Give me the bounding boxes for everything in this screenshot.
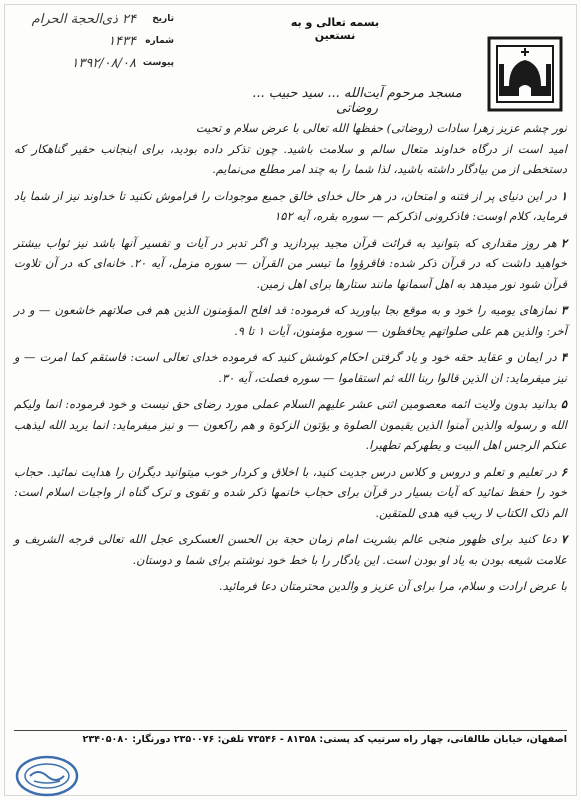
number-row	[14, 30, 174, 52]
list-item: ۶در تعلیم و تعلم و دروس و کلاس درس جدیت کنید، با اخلاق و کردار خوب میتوانید دیگران را هدایت نمائید. حجاب خود را حفظ نمائید که آیات بسیار در قرآن برای حجاب خانمها ذکر شده و تقوی و ترک گناه از واجبات اسلام است: الم ذلک الکتاب لا ریب فیه هدی للمتقین.	[14, 464, 567, 520]
greeting-line: نور چشم عزیز زهرا سادات (روضاتی) حفظها الله تعالی با عرض سلام و تحیت	[195, 121, 567, 135]
list-item: ۳نمازهای یومیه را خود و به موقع بجا بیاورید که فرموده: قد افلح المؤمنون الذین هم فی صلاتهم خاشعون — و در آخر: والذین هم علی صلواتهم یحافظون — سوره مؤمنون، آیات ۱ تا ۹.	[14, 303, 567, 338]
list-item: ۲هر روز مقداری که بتوانید به قرائت قرآن مجید بپردازید و اگر تدبر در آیات و تفسیر آنها باشد نیز ثواب بیشتر خواهید داشت که در قرآن ذکر شده: فاقرؤوا ما تیسر من القرآن — سوره مزمل، آیه ۲۰. خانه‌ای که در آن تلاوت قرآن شود نور میدهد به اهل آسمانها مانند ستارها برای اهل زمین.	[14, 235, 567, 291]
date-label: تاریخ	[152, 14, 174, 24]
list-item: ۷دعا کنید برای ظهور منجی عالم بشریت امام زمان حجة بن الحسن العسکری عجل الله تعالی فرجه الشریف و علامت شیعه بودن به یاد او بودن است. این یادگار را با خط خود نوشتم برای شما و دوستان.	[14, 532, 567, 567]
mosque-title: مسجد مرحوم آیت‌الله ... سید حبیب ... روضاتی	[252, 86, 462, 116]
list-item: ۱در این دنیای پر از فتنه و امتحان، در هر حال خدای خالق جمیع موجودات را فراموش نکنید تا خداوند نیز از شما یاد فرماید، کلام اوست: فاذکرونی اذکرکم — سوره بقره، آیه ۱۵۲	[14, 188, 567, 223]
letter-body	[14, 118, 567, 706]
reference-block	[14, 8, 174, 74]
attachment-value: ۱۳۹۲/۰۸/۰۸	[71, 55, 136, 71]
intro-paragraph: امید است از درگاه خداوند متعال سالم و سلامت باشید. چون تذکر داده بودید، برای اینجانب حقیر گناهکار که دستخطی از من بیادگار داشته باشید، لذا شما را به چند امر مطلع می‌نمایم.	[14, 141, 567, 176]
list-item: ۴در ایمان و عقاید حقه خود و یاد گرفتن احکام کوشش کنید که فرموده خدای تعالی است: فاستقم کما امرت — و نیز میفرماید: ان الذین قالوا ربنا الله ثم استقاموا — سوره فصلت، آیه ۳۰.	[14, 350, 567, 385]
letterhead	[0, 0, 581, 118]
attachment-row	[14, 52, 174, 74]
letterhead-footer	[0, 708, 581, 800]
closing-line: با عرض ارادت و سلام، مرا برای آن عزیز و والدین محترمتان دعا فرمائید.	[218, 579, 567, 593]
mosque-logo-icon	[485, 34, 565, 114]
footer-divider	[14, 730, 567, 731]
number-label: شماره	[145, 36, 174, 46]
address-line: اصفهان، خیابان طالقانی، چهار راه سرتیپ کد پستی: ۸۱۳۵۸ - ۷۳۵۴۶ تلفن: ۲۳۵۰۰۷۶ دورنگار: ۲۳۴۰۵۰۸۰	[82, 734, 567, 745]
number-value: ۱۴۳۴	[108, 33, 136, 49]
list-item: ۵بدانید بدون ولایت ائمه معصومین اثنی عشر علیهم السلام عملی مورد رضای حق نیست و خود فرموده: انما ولیکم الله و رسوله والذین آمنوا الذین یقیمون الصلوة و یؤتون الزکوة و هم راکعون — و نیز میفرماید: انما یرید الله لیذهب عنکم الرجس اهل البیت و یطهرکم تطهیرا.	[14, 397, 567, 452]
attachment-label: پیوست	[142, 58, 174, 68]
date-value: ۲۴ ذی‌الحجة الحرام	[31, 11, 136, 27]
date-row	[14, 8, 174, 30]
basmala-heading: بسمه تعالی و به نستعین	[290, 16, 380, 42]
seal-stamp-icon	[14, 754, 80, 798]
